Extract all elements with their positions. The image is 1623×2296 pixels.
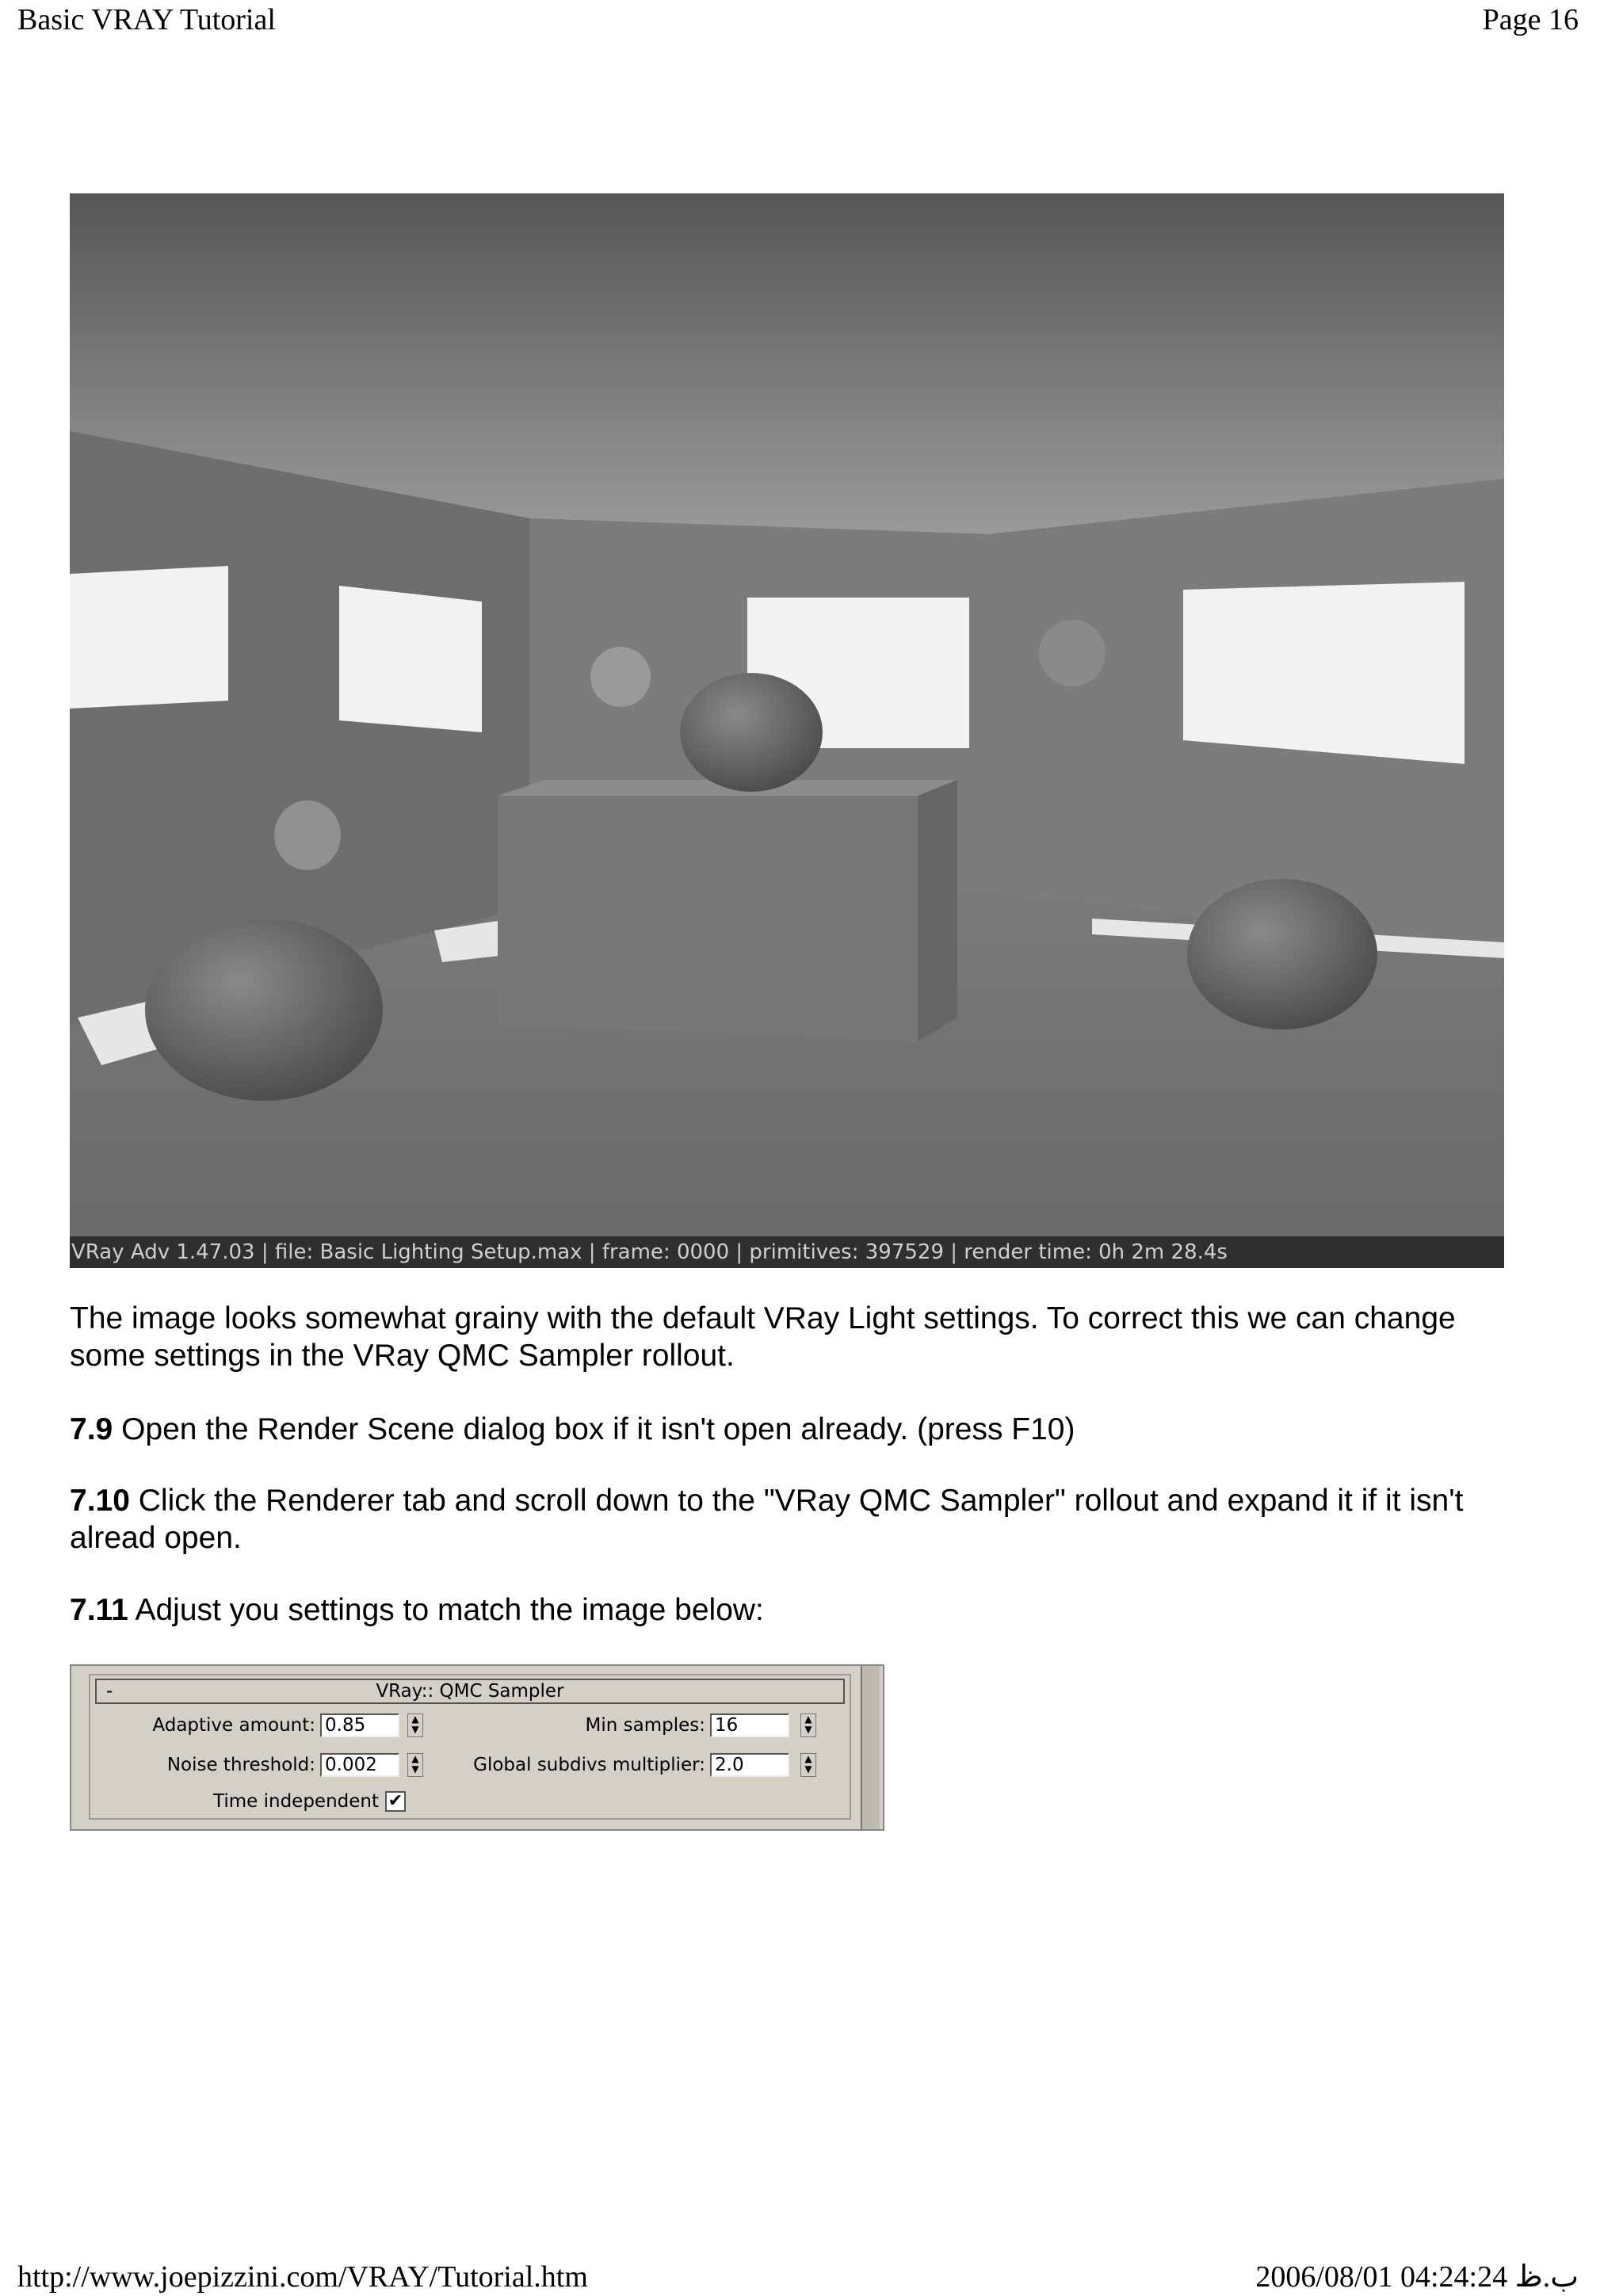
document-title: Basic VRAY Tutorial [17,3,276,36]
adaptive-amount-field[interactable]: 0.85 [320,1713,399,1737]
step-7-10 [70,1482,1512,1557]
step-number: 7.10 [70,1484,130,1518]
rollout-frame [89,1674,851,1820]
teapot-front-left [145,919,383,1101]
footer-url: http://www.joepizzini.com/VRAY/Tutorial.htm [17,2260,588,2294]
pedestal-side [918,780,957,1041]
step-7-9 [70,1411,1512,1448]
noise-threshold-spinner[interactable]: ▲ ▼ [407,1753,423,1777]
step-number: 7.11 [70,1593,128,1627]
min-samples-spinner[interactable]: ▲ ▼ [800,1713,816,1737]
teapot-wall-2 [1039,620,1106,686]
step-text: Adjust you settings to match the image below: [135,1593,764,1627]
time-independent-label: Time independent [213,1791,379,1812]
global-subdivs-spinner[interactable]: ▲ ▼ [800,1753,816,1777]
noise-threshold-label: Noise threshold: [166,1755,315,1775]
rollout-title: VRay:: QMC Sampler [376,1681,564,1702]
global-subdivs-field[interactable]: 2.0 [710,1753,789,1777]
window-right [1183,582,1465,764]
window-left-2 [339,586,482,732]
step-text: Open the Render Scene dialog box if it isn't open already. (press F10) [121,1412,1075,1446]
intro-paragraph: The image looks somewhat grainy with the default VRay Light settings. To correct this we can change some settings in the VRay QMC Sampler rollout. [70,1301,1456,1373]
step-7-11 [70,1591,1512,1629]
noise-threshold-field[interactable]: 0.002 [320,1753,399,1777]
collapse-toggle[interactable]: - [106,1681,113,1702]
global-subdivs-label: Global subdivs multiplier: [473,1755,705,1775]
adaptive-amount-label: Adaptive amount: [152,1715,315,1736]
window-left-1 [70,566,228,709]
footer-timestamp: 2006/08/01 04:24:24 ب.ظ [1255,2260,1579,2294]
render-scene [70,193,1504,1236]
rollout-header[interactable] [95,1679,845,1704]
panel-scrollbar[interactable] [861,1666,880,1829]
time-independent-checkbox[interactable]: ✔ [385,1791,406,1812]
min-samples-field[interactable]: 16 [710,1713,789,1737]
render-status-bar: VRay Adv 1.47.03 | file: Basic Lighting Setup.max | frame: 0000 | primitives: 397529 | render time: 0h 2m 28.4s [70,1236,1504,1268]
pedestal-front [498,796,918,1041]
qmc-sampler-rollout [70,1664,884,1831]
render-image [70,193,1504,1268]
teapot-center [680,673,823,792]
adaptive-amount-spinner[interactable]: ▲ ▼ [407,1713,423,1737]
page-number: Page 16 [1482,3,1579,36]
step-number: 7.9 [70,1412,113,1446]
step-text: Click the Renderer tab and scroll down to the "VRay QMC Sampler" rollout and expand it if it isn't alread open. [70,1484,1464,1555]
teapot-wall-3 [274,800,341,870]
teapot-wall-1 [590,647,651,707]
teapot-right [1187,879,1377,1030]
min-samples-label: Min samples: [585,1715,705,1736]
